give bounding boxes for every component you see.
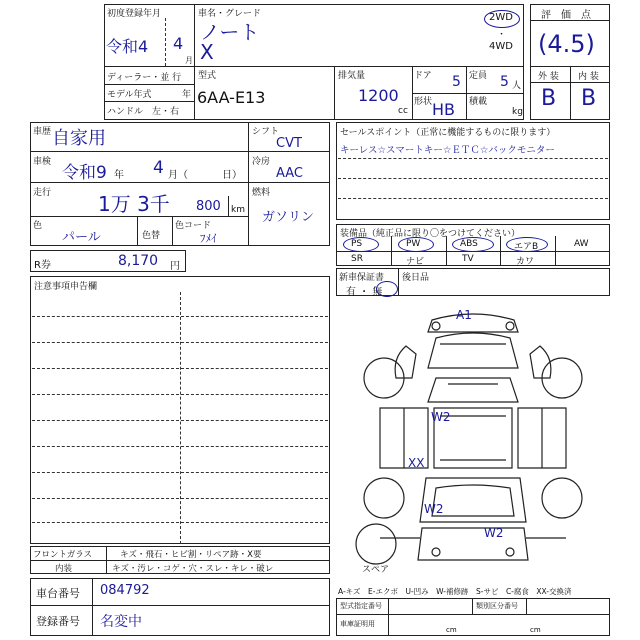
notes-label: 注意事項申告欄: [34, 282, 98, 292]
width-unit: cm: [530, 626, 541, 634]
handle-label: ハンドル 左・右: [107, 107, 180, 117]
type-value: 6AA-E13: [197, 88, 266, 107]
later-label: 後日品: [402, 273, 430, 283]
use-label: 車歴: [33, 127, 52, 137]
capacity-value: 5: [500, 74, 509, 90]
front-glass-text: キズ・飛石・ヒビ割・リペア跡・X要: [120, 550, 262, 560]
drive-4wd: 4WD: [489, 41, 513, 52]
load-unit: kg: [512, 107, 523, 117]
interior-label: 内装: [55, 564, 73, 574]
month-unit: 月: [185, 56, 193, 65]
mileage-value: 1万 3千: [98, 192, 170, 216]
equip-airbag: エアB: [514, 242, 539, 252]
mark-w2-roof: W2: [431, 410, 451, 424]
equipment-label: 装備品（純正品に限り〇をつけてください）: [340, 229, 521, 239]
warranty-none-circle: [376, 281, 398, 297]
exterior-value: B: [541, 86, 557, 111]
damage-legend: A-キズ E-エクボ U-凹み W-補修跡 S-サビ C-腐食 XX-交換済: [338, 587, 572, 596]
chassis-label: 車台番号: [36, 587, 80, 600]
mark-w2-rear-wheel: W2: [424, 502, 444, 516]
displacement-value: 1200: [358, 86, 399, 105]
km-unit: km: [231, 205, 245, 215]
dealer-label: ディーラー・並 行: [107, 73, 182, 83]
recycle-unit: 円: [170, 261, 180, 272]
interior-label: 内 装: [578, 72, 599, 82]
year-unit: 年: [182, 90, 192, 100]
color-code-label: 色コード: [175, 221, 212, 231]
drive-dot: ・: [497, 30, 507, 40]
equip-navi: ナビ: [406, 257, 425, 267]
reg-label: 登録番号: [36, 615, 80, 628]
sales-point-text: キーレス☆スマートキー☆ＥＴＣ☆バックモニター: [340, 145, 555, 156]
color-code-value: ﾌﾒｲ: [200, 232, 217, 245]
load-label: 積載: [469, 97, 488, 107]
inspection-day-unit: 日）: [222, 170, 242, 181]
inspection-month-unit: 月（: [168, 170, 188, 181]
equip-pw: PW: [406, 239, 421, 249]
recycle-value: 8,170: [118, 253, 159, 269]
rating-label: 評 価 点: [541, 10, 591, 21]
type-cert-label: 型式指定番号: [340, 602, 382, 610]
ac-value: AAC: [276, 166, 303, 181]
chassis-value: 084792: [100, 583, 150, 598]
exterior-label: 外 装: [538, 72, 559, 82]
sales-point-label: セールスポイント（正常に機能するものに限ります）: [340, 128, 556, 138]
warranty-value: 有 ・ 無: [346, 287, 383, 298]
equip-ps: PS: [351, 239, 363, 249]
shift-value: CVT: [276, 136, 302, 151]
spare-label: スペア: [362, 565, 390, 575]
reg-cert-unit: cm: [446, 626, 457, 634]
fuel-label: 燃料: [252, 188, 271, 198]
fuel-value: ガソリン: [262, 210, 315, 225]
header-box: [104, 4, 524, 120]
inspection-month: 4: [153, 158, 164, 178]
mark-a1: A1: [456, 308, 472, 322]
equip-leather: カワ: [516, 257, 535, 267]
mark-w2-rear: W2: [484, 526, 504, 540]
front-glass-label: フロントガラス: [33, 550, 92, 560]
car-name: ノート: [200, 20, 260, 44]
type-label: 型式: [198, 71, 217, 81]
inspection-era: 令和9: [62, 163, 107, 183]
color-value: パール: [62, 230, 101, 245]
shift-label: シフト: [252, 127, 280, 137]
interior-text: キズ・汚レ・コゲ・穴・スレ・キレ・破レ: [112, 564, 274, 574]
equip-tv: TV: [462, 254, 474, 264]
cc-unit: cc: [398, 106, 408, 116]
model-year-label: モデル年式: [107, 90, 152, 100]
grade: X: [200, 40, 214, 64]
mileage-small: 800: [196, 199, 221, 214]
inspection-year-unit: 年: [114, 170, 124, 181]
interior-value: B: [581, 86, 597, 111]
displacement-label: 排気量: [338, 71, 366, 81]
inspection-label: 車検: [33, 157, 52, 167]
equip-abs: ABS: [460, 239, 478, 249]
recycle-box: [30, 250, 186, 272]
door-value: 5: [452, 74, 461, 90]
car-name-label: 車名・グレード: [198, 9, 262, 19]
equip-sr: SR: [351, 254, 363, 264]
rating-value: (4.5): [538, 30, 595, 58]
reg-value: 名変中: [100, 614, 142, 630]
color-change-label: 色替: [142, 231, 161, 241]
capacity-label: 定員: [469, 71, 488, 81]
recycle-label: R券: [34, 260, 51, 271]
car-damage-diagram: [336, 298, 610, 578]
warranty-label: 新車保証書: [339, 273, 385, 283]
first-reg-month: 4: [173, 34, 184, 53]
first-reg-label: 初度登録年月: [107, 9, 162, 19]
class-label: 類別区分番号: [476, 602, 518, 610]
first-reg-era: 令和4: [106, 37, 149, 56]
equip-aw: AW: [574, 239, 589, 249]
shape-label: 形状: [414, 97, 433, 107]
use-value: 自家用: [52, 128, 106, 149]
color-label: 色: [33, 221, 43, 231]
door-label: ドア: [414, 71, 432, 81]
reg-cert-label: 車庫証明用: [340, 620, 375, 628]
shape-value: HB: [432, 100, 456, 119]
drive-2wd: 2WD: [489, 12, 513, 23]
ac-label: 冷房: [252, 157, 271, 167]
mileage-label: 走行: [33, 188, 52, 198]
capacity-unit: 人: [512, 81, 522, 91]
mark-xx: XX: [408, 456, 425, 470]
